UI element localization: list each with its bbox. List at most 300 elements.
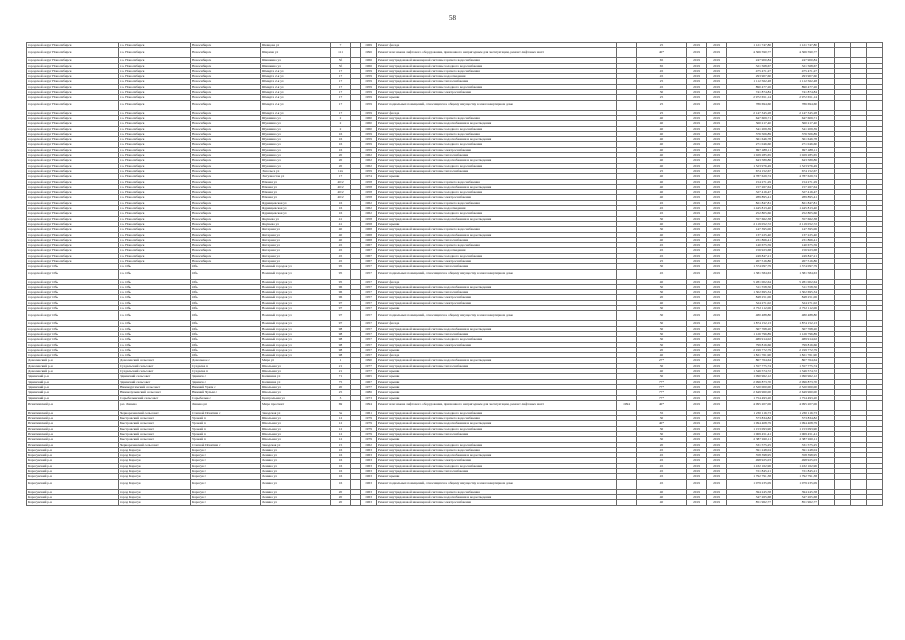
table-cell: Обь xyxy=(191,279,261,284)
table-cell: 1963 xyxy=(361,447,377,452)
table-cell: г.о. Новосибирск xyxy=(119,137,191,142)
table-cell: Ленина ул xyxy=(261,469,331,474)
table-cell: городской округ Новосибирск xyxy=(27,90,119,95)
table-cell: 2 147 345,28 xyxy=(773,110,819,115)
table-cell: 2019 xyxy=(687,437,707,442)
table-cell: г.о. Новосибирск xyxy=(119,248,191,253)
table-cell: 16 xyxy=(331,469,351,474)
table-cell xyxy=(617,100,637,110)
table-cell: Шукшина ул xyxy=(261,158,331,163)
table-cell: 1968 xyxy=(361,232,377,237)
table-cell: Шишкина ул xyxy=(261,58,331,63)
table-cell: 2019 xyxy=(687,74,707,79)
table-cell: 21 xyxy=(331,369,351,374)
table-cell: 2019 xyxy=(707,447,727,452)
table-cell: городской округ Обь xyxy=(27,326,119,331)
table-cell: Шукшина ул xyxy=(261,163,331,168)
table-cell: городской округ Обь xyxy=(27,306,119,311)
table-cell: 1957 xyxy=(361,321,377,326)
table-cell: городской округ Новосибирск xyxy=(27,79,119,84)
table-cell: 16 xyxy=(331,206,351,211)
table-cell: Обь xyxy=(191,290,261,295)
table-cell: Обь xyxy=(191,264,261,269)
table-cell: 2019 xyxy=(687,400,707,410)
table-cell: 2019 xyxy=(687,195,707,200)
table-cell: 16 xyxy=(331,474,351,479)
table-cell: 45 xyxy=(637,243,687,248)
table-cell: 2019 xyxy=(707,221,727,226)
table-cell: Ремонт внутридомовой инженерной системы холодного водоснабжения xyxy=(377,142,617,147)
table-cell: 30 xyxy=(637,90,687,95)
table-cell: Искитимский р-н xyxy=(27,421,119,426)
table-cell: 2019 xyxy=(707,374,727,379)
table-cell: Военный городок ул xyxy=(261,269,331,279)
table-cell: 1979 xyxy=(361,416,377,421)
table-cell: 1 090 962,12 xyxy=(773,374,819,379)
table-cell: Военный городок ул xyxy=(261,300,331,305)
table-cell: 1 302 695,34 xyxy=(773,290,819,295)
table-cell: 1 874 152,13 xyxy=(727,321,773,326)
table-cell: 2019 xyxy=(687,206,707,211)
table-cell: 25 xyxy=(637,258,687,263)
table-cell: г.о. Обь xyxy=(119,279,191,284)
table-cell: городской округ Новосибирск xyxy=(27,63,119,68)
table-cell: Карасук г xyxy=(191,500,261,505)
table-cell: 20 xyxy=(331,500,351,505)
table-cell: Новосибирск xyxy=(191,100,261,110)
table-cell: Ремонт внутридомовой инженерной системы водоснабжения и водоотведения xyxy=(377,358,617,363)
table-cell: 293 907,60 xyxy=(727,74,773,79)
table-cell: 2019 xyxy=(707,358,727,363)
table-cell: Новосибирск xyxy=(191,227,261,232)
table-cell: 1966 xyxy=(361,58,377,63)
table-cell: 2019 xyxy=(707,342,727,347)
table-cell: 327 416,47 xyxy=(727,190,773,195)
table-cell: Новосибирск xyxy=(191,221,261,226)
table-cell: 289 895,41 xyxy=(727,195,773,200)
empty-cell xyxy=(819,311,835,321)
table-cell: 267 516,86 xyxy=(727,258,773,263)
table-cell: 2019 xyxy=(687,363,707,368)
table-cell: 111 xyxy=(331,48,351,58)
table-cell: Обь xyxy=(191,321,261,326)
table-cell: 2019 xyxy=(707,384,727,389)
table-cell: Ремонт крыши xyxy=(377,437,617,442)
table-cell: 2019 xyxy=(687,447,707,452)
table-cell: г.о. Новосибирск xyxy=(119,58,191,63)
table-cell: 721 845,21 xyxy=(773,469,819,474)
table-cell: 2 xyxy=(331,126,351,131)
table-row xyxy=(27,500,883,505)
table-cell: 1 445 813,40 xyxy=(727,206,773,211)
table-cell: 786 694,60 xyxy=(773,100,819,110)
table-cell: Ремонт внутридомовой инженерной системы водоснабжения и водоотведения xyxy=(377,284,617,289)
page-number: 58 xyxy=(449,14,456,22)
table-cell: 1 821 761,90 xyxy=(727,353,773,358)
table-cell: 2 752 112,06 xyxy=(727,306,773,311)
table-cell: 16 xyxy=(331,453,351,458)
table-cell: Ремонт крыши xyxy=(377,474,617,479)
table-cell: 1959 xyxy=(361,137,377,142)
table-cell: 1 126 796,89 xyxy=(773,331,819,336)
table-cell: 1 302 695,34 xyxy=(727,290,773,295)
table-cell: 361 646,78 xyxy=(727,137,773,142)
table-cell: 249 847,21 xyxy=(773,253,819,258)
table-cell: 97 xyxy=(331,306,351,311)
table-cell: 2019 xyxy=(707,190,727,195)
table-cell: 1 153 093,90 xyxy=(727,426,773,431)
table-cell: Быстровский сельсовет xyxy=(119,416,191,421)
table-cell: городской округ Новосибирск xyxy=(27,131,119,136)
table-cell: городской округ Новосибирск xyxy=(27,163,119,168)
table-cell: г.о. Новосибирск xyxy=(119,153,191,158)
table-cell: Шишкина ул xyxy=(261,63,331,68)
table-cell: 2019 xyxy=(707,63,727,68)
table-cell: Обь xyxy=(191,300,261,305)
table-cell: г.о. Новосибирск xyxy=(119,179,191,184)
table-cell: 2019 xyxy=(687,179,707,184)
table-cell: Военный городок ул xyxy=(261,331,331,336)
table-cell: городской округ Новосибирск xyxy=(27,121,119,126)
empty-cell xyxy=(835,100,851,110)
table-cell: 30 xyxy=(637,290,687,295)
table-cell: Военный городок ул xyxy=(261,326,331,331)
table-cell: 1 121 747,80 xyxy=(727,43,773,48)
table-cell: 249 847,21 xyxy=(727,253,773,258)
table-cell: Новосибирск xyxy=(191,206,261,211)
table-cell: Ремонт внутридомовой инженерной системы холодного водоснабжения xyxy=(377,63,617,68)
table-cell: 16 xyxy=(331,142,351,147)
table-cell: Нижнеуртамский сельсовет xyxy=(119,384,191,389)
table-cell: 154 271,29 xyxy=(773,179,819,184)
table-cell: Военный городок ул xyxy=(261,295,331,300)
table-cell: 1 374 097,79 xyxy=(773,264,819,269)
table-cell: Ремонт крыши xyxy=(377,221,617,226)
table-cell: Ядринцевская ул xyxy=(261,200,331,205)
table-cell xyxy=(351,400,361,410)
table-cell xyxy=(617,269,637,279)
table-cell: 2 972 651,14 xyxy=(727,95,773,100)
table-cell: 2019 xyxy=(687,421,707,426)
table-cell: 2019 xyxy=(707,353,727,358)
table-cell: 2019 xyxy=(687,68,707,73)
table-cell: 2019 xyxy=(707,95,727,100)
table-cell: 2019 xyxy=(707,179,727,184)
table-cell: городской округ Обь xyxy=(27,331,119,336)
table-cell: 40* xyxy=(637,400,687,410)
table-cell: 95 xyxy=(331,264,351,269)
table-cell: Ремонт внутридомовой инженерной системы водоснабжения и водоотведения xyxy=(377,494,617,499)
table-cell: 2019 xyxy=(707,163,727,168)
table-cell: Ремонт внутридомовой инженерной системы электроснабжения xyxy=(377,342,617,347)
table-cell: 2019 xyxy=(707,269,727,279)
table-cell: 2019 xyxy=(707,474,727,479)
table-cell: 2019 xyxy=(687,347,707,352)
table-cell: 25 xyxy=(637,95,687,100)
table-cell: г.о. Обь xyxy=(119,306,191,311)
table-cell: Ремонт внутридомовой инженерной системы электроснабжения xyxy=(377,90,617,95)
table-cell: 45 xyxy=(637,206,687,211)
table-cell: 2019 xyxy=(707,479,727,489)
table-cell: Новосибирск xyxy=(191,190,261,195)
table-cell: 1 112 562,48 xyxy=(773,79,819,84)
table-cell: 40 xyxy=(637,489,687,494)
table-cell: 1969 xyxy=(361,43,377,48)
table-cell: Линево рп xyxy=(191,400,261,410)
table-cell: 2019 xyxy=(707,206,727,211)
table-cell: 25 xyxy=(637,110,687,115)
table-cell: город Карасук xyxy=(119,489,191,494)
table-cell xyxy=(617,500,637,505)
table-cell: Обь xyxy=(191,331,261,336)
table-cell: г.о. Новосибирск xyxy=(119,147,191,152)
table-cell: 2019 xyxy=(687,115,707,120)
table-cell: 2019 xyxy=(687,500,707,505)
table-cell: 1959 xyxy=(361,90,377,95)
table-cell: 40 xyxy=(637,174,687,179)
table-cell: 40 xyxy=(637,494,687,499)
table-cell: город Карасук xyxy=(119,453,191,458)
table-cell: 2019 xyxy=(707,153,727,158)
table-cell: 30 xyxy=(637,437,687,442)
table-cell: 45 xyxy=(637,68,687,73)
table-cell: 40 xyxy=(637,153,687,158)
table-cell: 1963 xyxy=(361,494,377,499)
table-cell: 1958 xyxy=(361,179,377,184)
table-cell: 75 xyxy=(331,379,351,384)
table-cell: 1986 xyxy=(361,390,377,395)
table-cell: 45 xyxy=(331,253,351,258)
table-cell: Школьная ул xyxy=(261,369,331,374)
table-cell: 475 471,27 xyxy=(773,68,819,73)
table-cell: 20 xyxy=(331,158,351,163)
empty-cell xyxy=(851,311,867,321)
table-cell: 480 488,80 xyxy=(727,311,773,321)
table-cell: Обь xyxy=(191,269,261,279)
table-cell: 1968 xyxy=(361,227,377,232)
table-cell: 2019 xyxy=(687,227,707,232)
table-cell: г.о. Новосибирск xyxy=(119,206,191,211)
table-cell: Новосибирск xyxy=(191,48,261,58)
table-cell: 391 248,04 xyxy=(773,447,819,452)
table-cell: городской округ Новосибирск xyxy=(27,168,119,173)
table-cell: 2019 xyxy=(707,463,727,468)
table-cell: 2019 xyxy=(707,147,727,152)
table-cell: 475 471,27 xyxy=(727,68,773,73)
table-cell: 674 152,67 xyxy=(773,168,819,173)
table-cell: 4 366 590,77 xyxy=(727,48,773,58)
table-cell: 2019 xyxy=(707,48,727,58)
table-cell: Доволенский р-н xyxy=(27,363,119,368)
table-cell: Ремонт внутридомовой инженерной системы теплоснабжения xyxy=(377,79,617,84)
table-cell: Карасукский р-н xyxy=(27,453,119,458)
table-cell: Ремонт внутридомовой инженерной системы горячего водоснабжения xyxy=(377,243,617,248)
table-cell: 40 xyxy=(331,237,351,242)
table-cell: Урожай п xyxy=(191,426,261,431)
table-cell: Обь xyxy=(191,326,261,331)
table-cell: 1979 xyxy=(361,421,377,426)
table-cell: 3а xyxy=(331,410,351,415)
table-cell: 2019 xyxy=(707,295,727,300)
table-cell: 2019 xyxy=(687,153,707,158)
table-cell: Ремонт внутридомовой инженерной системы электроснабжения xyxy=(377,458,617,463)
table-cell: городской округ Новосибирск xyxy=(27,253,119,258)
table-cell: 573 834,82 xyxy=(727,416,773,421)
table-cell: 2019 xyxy=(707,421,727,426)
table-cell: 376 506,89 xyxy=(773,131,819,136)
table-cell xyxy=(617,479,637,489)
table-cell: город Карасук xyxy=(119,500,191,505)
table-cell: Здвинск с xyxy=(191,379,261,384)
table-cell: 45 xyxy=(637,200,687,205)
table-cell: Новосибирск xyxy=(191,184,261,189)
table-cell: 1957 xyxy=(361,295,377,300)
table-cell: Доволенский р-н xyxy=(27,369,119,374)
empty-cell xyxy=(851,400,867,410)
table-cell: 1 754 493,20 xyxy=(727,395,773,400)
table-cell: Ремонт крыши xyxy=(377,384,617,389)
table-cell: Карасукский р-н xyxy=(27,500,119,505)
table-cell: Ремонт крыши xyxy=(377,347,617,352)
table-cell: 2019 xyxy=(687,243,707,248)
table-cell: 2 199 772,79 xyxy=(773,347,819,352)
table-cell: 45 xyxy=(637,479,687,489)
table-cell: Энтузиастов ул xyxy=(261,174,331,179)
table-cell: Ремонт внутридомовой инженерной системы теплоснабжения xyxy=(377,432,617,437)
table-cell: 30 xyxy=(637,374,687,379)
table-cell: Ремонт внутридомовой инженерной системы холодного водоснабжения xyxy=(377,410,617,415)
table-cell: 12 xyxy=(331,416,351,421)
table-cell: городской округ Обь xyxy=(27,342,119,347)
table-cell: 30 xyxy=(637,342,687,347)
table-cell: 2019 xyxy=(707,279,727,284)
table-cell: г.о. Обь xyxy=(119,311,191,321)
table-cell: Ремонт внутридомовой инженерной системы горячего водоснабжения xyxy=(377,200,617,205)
table-cell xyxy=(351,500,361,505)
table-cell: 1962 xyxy=(361,163,377,168)
table-cell: 40 xyxy=(331,227,351,232)
table-cell: 1957 xyxy=(361,284,377,289)
table-cell: 1 381 584,63 xyxy=(727,269,773,279)
table-cell: городской округ Новосибирск xyxy=(27,58,119,63)
table-cell: 2019 xyxy=(707,500,727,505)
table-cell: Военный городок ул xyxy=(261,264,331,269)
empty-cell xyxy=(867,311,883,321)
table-cell: 2019 xyxy=(707,90,727,95)
table-cell: городской округ Новосибирск xyxy=(27,174,119,179)
table-cell: Новосибирск xyxy=(191,131,261,136)
table-cell: 1977 xyxy=(361,363,377,368)
table-cell: Шмидта 2-я ул xyxy=(261,110,331,115)
table-cell: 2019 xyxy=(707,168,727,173)
table-cell: 1979 xyxy=(361,426,377,431)
table-cell: 4 787 629,74 xyxy=(727,174,773,179)
table-cell: 376 506,89 xyxy=(727,131,773,136)
table-cell: 2019 xyxy=(687,248,707,253)
table-cell: 2019 xyxy=(707,68,727,73)
table-cell: Новосибирск xyxy=(191,147,261,152)
table-cell: 16 xyxy=(331,458,351,463)
table-cell: 156 923,68 xyxy=(727,248,773,253)
table-cell: 2 387 920,11 xyxy=(773,437,819,442)
table-cell: 2019 xyxy=(687,395,707,400)
table-cell: 2019 xyxy=(707,115,727,120)
table-cell: 16 xyxy=(331,147,351,152)
table-cell: Карасукский р-н xyxy=(27,447,119,452)
table-cell: Карасук г xyxy=(191,474,261,479)
table-cell: г.о. Новосибирск xyxy=(119,211,191,216)
table-cell: Ремонт внутридомовой инженерной системы холодного водоснабжения xyxy=(377,163,617,168)
table-cell: 851 962,77 xyxy=(727,500,773,505)
table-cell: 867 764,64 xyxy=(773,358,819,363)
table-cell: Ленина ул xyxy=(261,463,331,468)
table-cell: 2019 xyxy=(687,489,707,494)
table-cell: Шмидта 2-я ул xyxy=(261,74,331,79)
table-cell: 1957 xyxy=(361,269,377,279)
table-cell: 40 xyxy=(637,232,687,237)
table-cell: Мира проспект xyxy=(261,400,331,410)
table-cell: Ремонт внутридомовой инженерной системы электроснабжения xyxy=(377,258,617,263)
table-cell: 1959 xyxy=(361,95,377,100)
table-cell: Ремонт крыши xyxy=(377,174,617,179)
table-cell: городской округ Новосибирск xyxy=(27,237,119,242)
table-cell: городской округ Новосибирск xyxy=(27,84,119,89)
table-cell: 1 445 813,40 xyxy=(773,206,819,211)
table-cell: 98 xyxy=(331,342,351,347)
table-cell: Ленина ул xyxy=(261,447,331,452)
table-cell: 45 xyxy=(637,453,687,458)
table-cell: 1 029 285,65 xyxy=(773,153,819,158)
table-cell: Ленина ул xyxy=(261,474,331,479)
table-cell: Мира ул xyxy=(261,358,331,363)
table-cell: 20 xyxy=(637,442,687,447)
table-cell: 252 805,66 xyxy=(727,211,773,216)
table-cell: 1960 xyxy=(361,121,377,126)
table-cell: 1959 xyxy=(361,79,377,84)
table-cell: 1963 xyxy=(361,489,377,494)
table-cell: городской округ Новосибирск xyxy=(27,216,119,221)
table-cell: 147 395,06 xyxy=(773,227,819,232)
table-cell: 2019 xyxy=(707,158,727,163)
table-cell: 30 xyxy=(637,326,687,331)
table-cell: Ремонт внутридомовой инженерной системы водоснабжения и водоотведения xyxy=(377,216,617,221)
table-cell: г.о. Обь xyxy=(119,264,191,269)
table-cell: 1 874 152,13 xyxy=(773,321,819,326)
table-cell: Суздальский сельсовет xyxy=(119,363,191,368)
table-cell: 1957 xyxy=(361,290,377,295)
empty-cell xyxy=(851,269,867,279)
table-cell: 30 xyxy=(637,331,687,336)
table-cell: 2019 xyxy=(687,43,707,48)
table-cell: 2019 xyxy=(707,337,727,342)
table-cell: городской округ Новосибирск xyxy=(27,126,119,131)
table-cell: 40 xyxy=(637,137,687,142)
table-cell: 1 432 162,96 xyxy=(773,463,819,468)
table-cell: Ремонт фасада xyxy=(377,43,617,48)
table-cell: 45 xyxy=(331,243,351,248)
table-cell: 2019 xyxy=(687,369,707,374)
table-cell: 2019 xyxy=(707,232,727,237)
table-cell: 2019 xyxy=(687,121,707,126)
table-cell: 267 516,86 xyxy=(773,258,819,263)
table-cell: 1 094 408,79 xyxy=(727,421,773,426)
table-cell: г.о. Новосибирск xyxy=(119,48,191,58)
table-cell: 2019 xyxy=(707,58,727,63)
table-cell: 1 153 093,90 xyxy=(773,426,819,431)
table-cell: 40 xyxy=(637,158,687,163)
table-cell: 2019 xyxy=(707,390,727,395)
table-cell: 27* xyxy=(637,358,687,363)
